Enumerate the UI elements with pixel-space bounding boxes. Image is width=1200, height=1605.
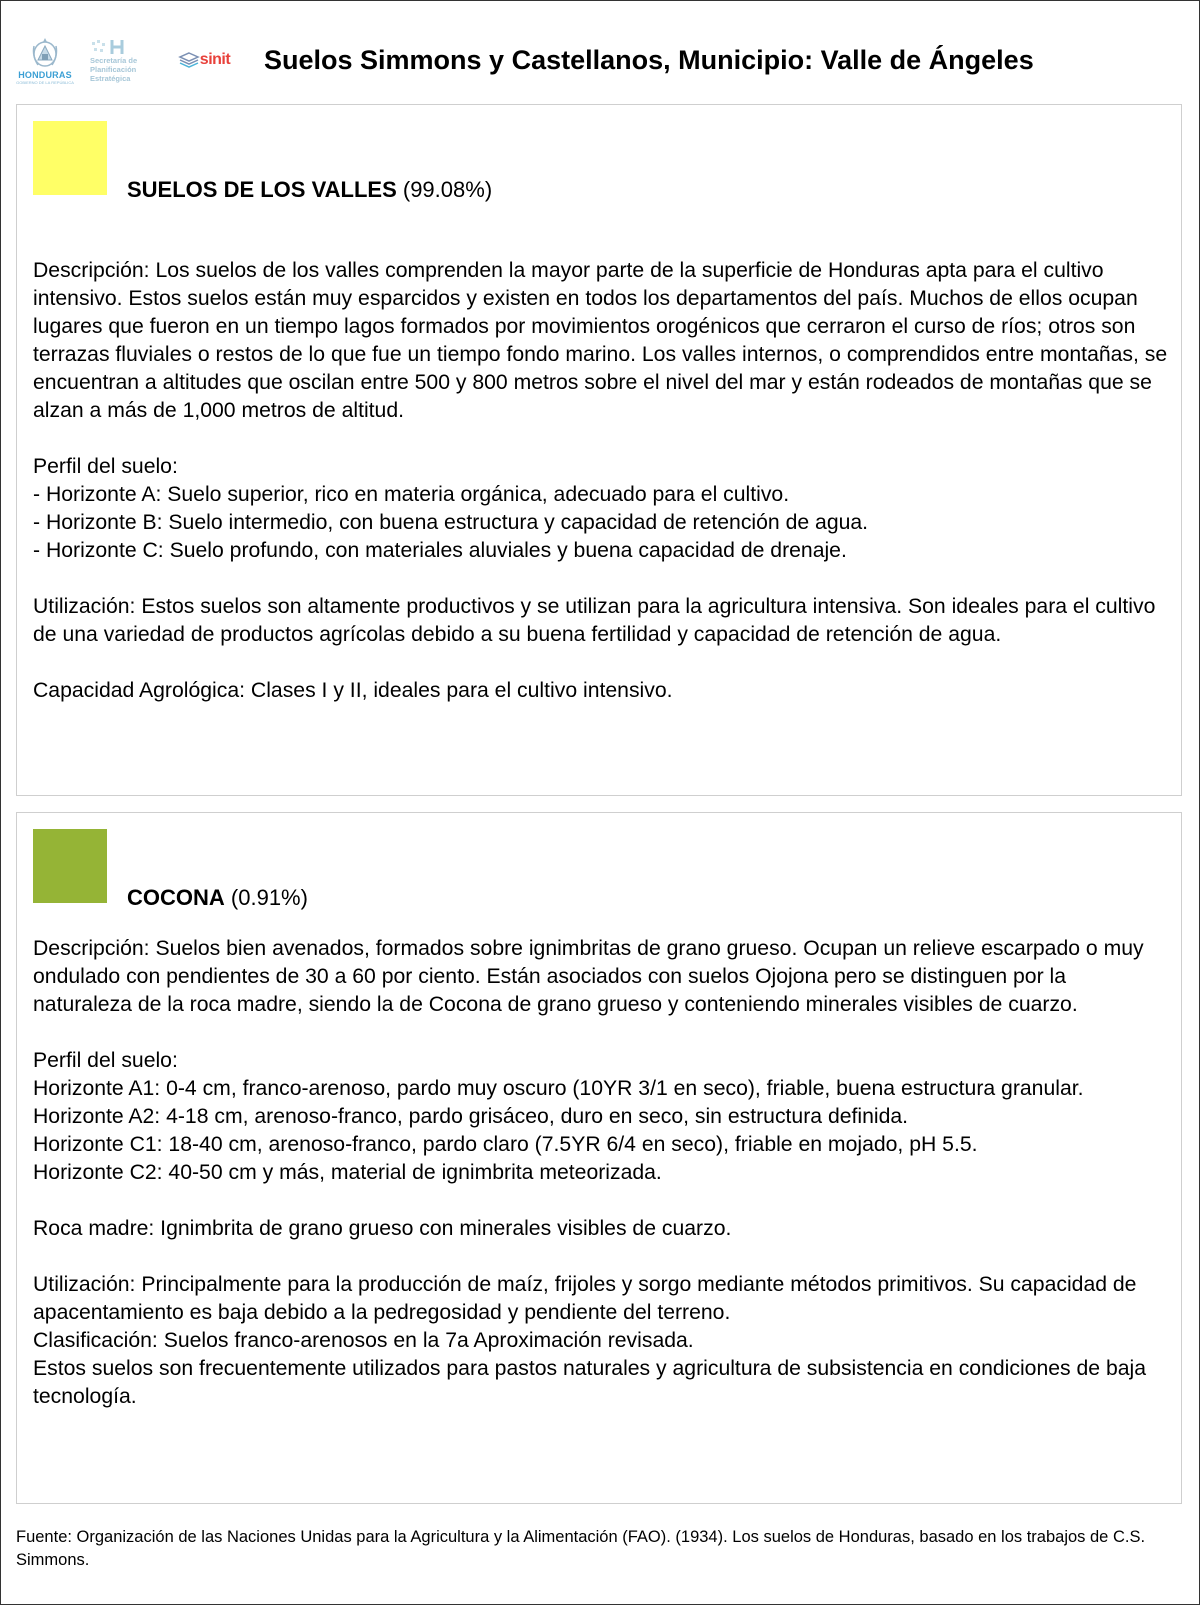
- page-header: [14, 24, 1186, 96]
- soil-color-swatch: [33, 121, 107, 195]
- soil-paragraph: Perfil del suelo: - Horizonte A: Suelo superior, rico en materia orgánica, adecuado para el cultivo. - Horizonte B: Suelo intermedio, con buena estructura y capacidad de retención de agua. - Horizonte C: Suelo profundo, con materiales aluviales y buena capacidad de drenaje.: [33, 455, 869, 562]
- soil-paragraph: Roca madre: Ignimbrita de grano grueso con minerales visibles de cuarzo.: [33, 1217, 732, 1240]
- soil-card: [16, 812, 1182, 1504]
- soil-title: [127, 885, 308, 911]
- soil-name: SUELOS DE LOS VALLES: [127, 177, 397, 202]
- sinit-logo: [166, 27, 242, 93]
- soil-paragraph: Descripción: Suelos bien avenados, formados sobre ignimbritas de grano grueso. Ocupan un relieve escarpado o muy ondulado con pendientes de 30 a 60 por ciento. Están asociados con suelos Ojojona pero se distinguen por la naturaleza de la roca madre, siendo la de Cocona de grano grueso y conteniendo minerales visibles de cuarzo.: [33, 937, 1144, 1016]
- honduras-logo-text: HONDURAS: [18, 69, 72, 80]
- source-citation: Fuente: Organización de las Naciones Unidas para la Agricultura y la Alimentación (FAO). (1934). Los suelos de Honduras, basado en los trabajos de C.S. Simmons.: [16, 1528, 1146, 1569]
- honduras-logo-tagline: GOBIERNO DE LA REPÚBLICA: [16, 79, 74, 85]
- soil-description: [33, 257, 1169, 733]
- soil-description: [33, 935, 1169, 1439]
- secretaria-line-2: Planificación: [90, 64, 137, 74]
- layers-icon: [178, 51, 200, 69]
- soil-paragraph: Capacidad Agrológica: Clases I y II, ideales para el cultivo intensivo.: [33, 679, 673, 702]
- secretaria-line-1: Secretaría de: [90, 55, 138, 65]
- secretaria-line-3: Estratégica: [90, 73, 131, 83]
- soil-card: [16, 104, 1182, 796]
- soil-name: COCONA: [127, 885, 225, 910]
- honduras-emblem-icon: [30, 36, 60, 70]
- soil-percent: (0.91%): [230, 885, 308, 910]
- soil-percent: (99.08%): [402, 177, 493, 202]
- page-title: Suelos Simmons y Castellanos, Municipio: Valle de Ángeles: [264, 44, 1034, 75]
- sinit-logo-text: sinit: [199, 51, 231, 68]
- soil-paragraph: Descripción: Los suelos de los valles comprenden la mayor parte de la superficie de Honduras apta para el cultivo intensivo. Estos suelos están muy esparcidos y existen en todos los departamentos del país. Muchos de ellos ocupan lugares que fueron en un tiempo lagos formados por movimientos orogénicos que cerraron el curso de ríos; otros son terrazas fluviales o restos de lo que fue un tiempo fondo marino. Los valles internos, o comprendidos entre montañas, se encuentran a altitudes que oscilan entre 500 y 800 metros sobre el nivel del mar y están rodeados de montañas que se alzan a más de 1,000 metros de altitud.: [33, 259, 1168, 422]
- soil-paragraph: Utilización: Principalmente para la producción de maíz, frijoles y sorgo mediante métodos primitivos. Su capacidad de apacentamiento es baja debido a la pedregosidad y pendiente del terreno. Clasificación: Suelos franco-arenosos en la 7a Aproximación revisada. Estos suelos son frecuentemente utilizados para pastos naturales y agricultura de subsistencia en condiciones de baja tecnología.: [33, 1273, 1147, 1408]
- soil-paragraph: Perfil del suelo: Horizonte A1: 0-4 cm, franco-arenoso, pardo muy oscuro (10YR 3/1 en seco), friable, buena estructura granular. Horizonte A2: 4-18 cm, arenoso-franco, pardo grisáceo, duro en seco, sin estructura definida. Horizonte C1: 18-40 cm, arenoso-franco, pardo claro (7.5YR 6/4 en seco), friable en mojado, pH 5.5. Horizonte C2: 40-50 cm y más, material de ignimbrita meteorizada.: [33, 1049, 1084, 1184]
- soil-color-swatch: [33, 829, 107, 903]
- soil-paragraph: Utilización: Estos suelos son altamente productivos y se utilizan para la agricultura intensiva. Son ideales para el cultivo de una variedad de productos agrícolas debido a su buena fertilidad y capacidad de retención de agua.: [33, 595, 1156, 646]
- secretaria-logo: [90, 27, 150, 93]
- secretaria-h-icon: [90, 38, 134, 56]
- soil-title: [127, 177, 492, 203]
- honduras-logo: [14, 27, 76, 93]
